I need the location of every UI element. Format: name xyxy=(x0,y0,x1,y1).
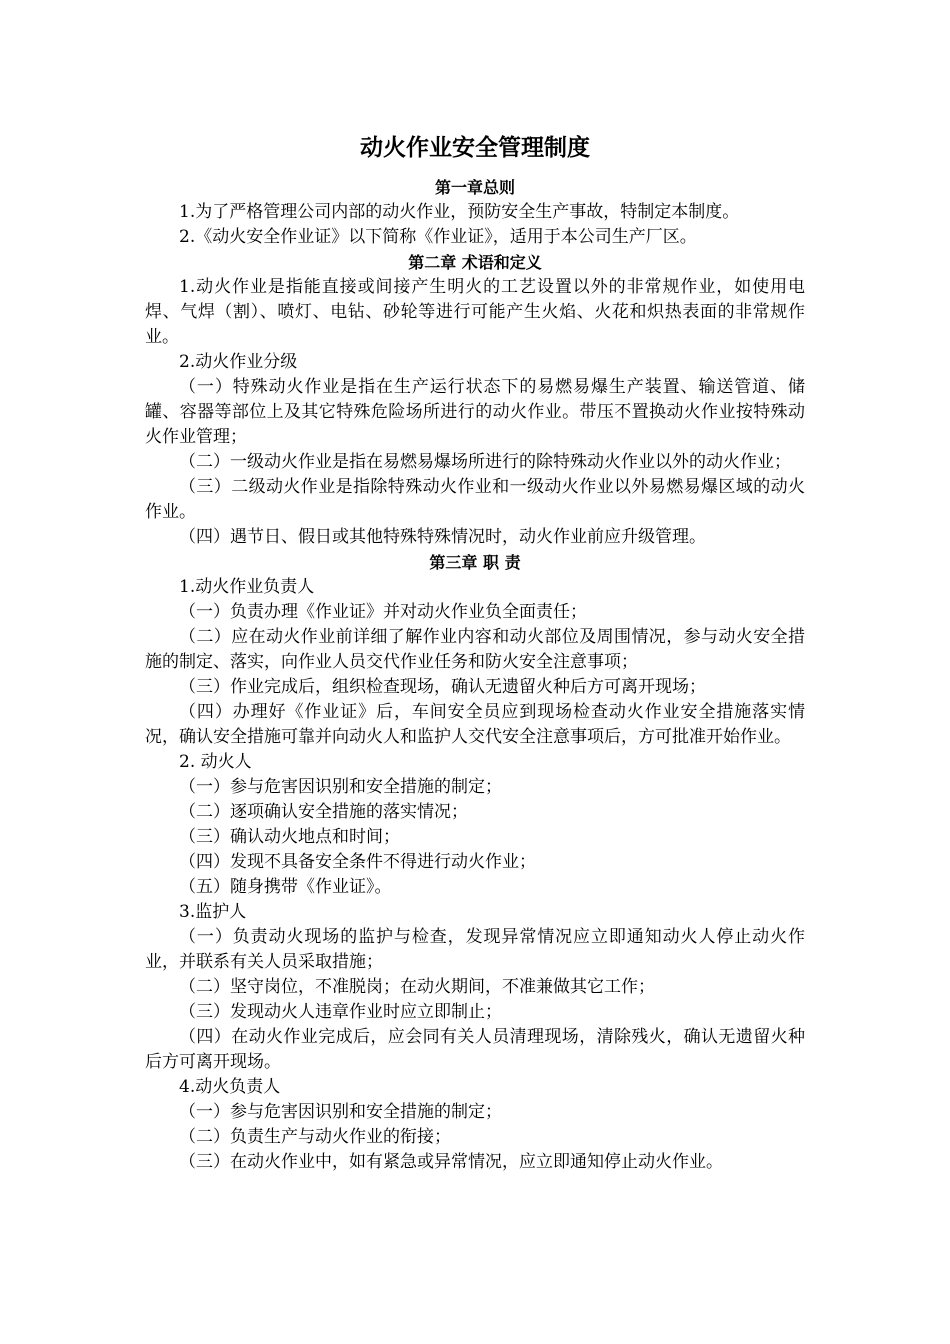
body-paragraph: （一）参与危害因识别和安全措施的制定； xyxy=(179,777,502,797)
body-paragraph: （四）遇节日、假日或其他特殊特殊情况时，动火作业前应升级管理。 xyxy=(179,527,706,547)
body-paragraph: 1.为了严格管理公司内部的动火作业，预防安全生产事故，特制定本制度。 xyxy=(179,202,740,222)
body-paragraph: （三）确认动火地点和时间； xyxy=(179,827,400,847)
body-paragraph: （三）在动火作业中，如有紧急或异常情况，应立即通知停止动火作业。 xyxy=(179,1152,723,1172)
body-paragraph: 2.动火作业分级 xyxy=(179,352,298,372)
body-paragraph: 4.动火负责人 xyxy=(179,1077,281,1097)
document-title: 动火作业安全管理制度 xyxy=(360,135,590,161)
document-page xyxy=(145,132,805,1175)
body-paragraph: （三）二级动火作业是指除特殊动火作业和一级动火作业以外易燃易爆区域的动火作业。 xyxy=(145,477,805,522)
body-paragraph: （四）办理好《作业证》后，车间安全员应到现场检查动火作业安全措施落实情况，确认安全措施可靠并向动火人和监护人交代安全注意事项后，方可批准开始作业。 xyxy=(145,702,805,747)
body-paragraph: 2.《动火安全作业证》以下简称《作业证》，适用于本公司生产厂区。 xyxy=(179,227,697,247)
chapter-section xyxy=(145,550,805,1175)
body-paragraph: （一）负责动火现场的监护与检查，发现异常情况应立即通知动火人停止动火作业，并联系有关人员采取措施； xyxy=(145,927,805,972)
body-paragraph: （二）一级动火作业是指在易燃易爆场所进行的除特殊动火作业以外的动火作业； xyxy=(179,452,791,472)
body-paragraph: （五）随身携带《作业证》。 xyxy=(179,877,392,897)
body-paragraph: 2. 动火人 xyxy=(179,752,252,772)
body-paragraph: （二）负责生产与动火作业的衔接； xyxy=(179,1127,451,1147)
document-body xyxy=(145,175,805,1175)
body-paragraph: （三）发现动火人违章作业时应立即制止； xyxy=(179,1002,502,1022)
body-paragraph: （四）在动火作业完成后，应会同有关人员清理现场，清除残火，确认无遗留火种后方可离开现场。 xyxy=(145,1027,805,1072)
body-paragraph: （一）参与危害因识别和安全措施的制定； xyxy=(179,1102,502,1122)
body-paragraph: （二）应在动火作业前详细了解作业内容和动火部位及周围情况，参与动火安全措施的制定、落实，向作业人员交代作业任务和防火安全注意事项； xyxy=(145,627,805,672)
chapter-heading: 第二章 术语和定义 xyxy=(408,253,542,272)
body-paragraph: （二）坚守岗位，不准脱岗；在动火期间，不准兼做其它工作； xyxy=(179,977,655,997)
chapter-section xyxy=(145,250,805,550)
chapter-section xyxy=(145,175,805,250)
body-paragraph: （一）负责办理《作业证》并对动火作业负全面责任； xyxy=(179,602,587,622)
chapter-heading: 第三章 职 责 xyxy=(429,553,521,572)
body-paragraph: （二）逐项确认安全措施的落实情况； xyxy=(179,802,468,822)
body-paragraph: （三）作业完成后，组织检查现场，确认无遗留火种后方可离开现场； xyxy=(179,677,706,697)
body-paragraph: 1.动火作业负责人 xyxy=(179,577,315,597)
chapter-heading: 第一章总则 xyxy=(434,178,515,197)
body-paragraph: 1.动火作业是指能直接或间接产生明火的工艺设置以外的非常规作业，如使用电焊、气焊（割）、喷灯、电钻、砂轮等进行可能产生火焰、火花和炽热表面的非常规作业。 xyxy=(145,277,805,347)
body-paragraph: （一）特殊动火作业是指在生产运行状态下的易燃易爆生产装置、输送管道、储罐、容器等部位上及其它特殊危险场所进行的动火作业。带压不置换动火作业按特殊动火作业管理； xyxy=(145,377,805,447)
body-paragraph: （四）发现不具备安全条件不得进行动火作业； xyxy=(179,852,536,872)
body-paragraph: 3.监护人 xyxy=(179,902,247,922)
